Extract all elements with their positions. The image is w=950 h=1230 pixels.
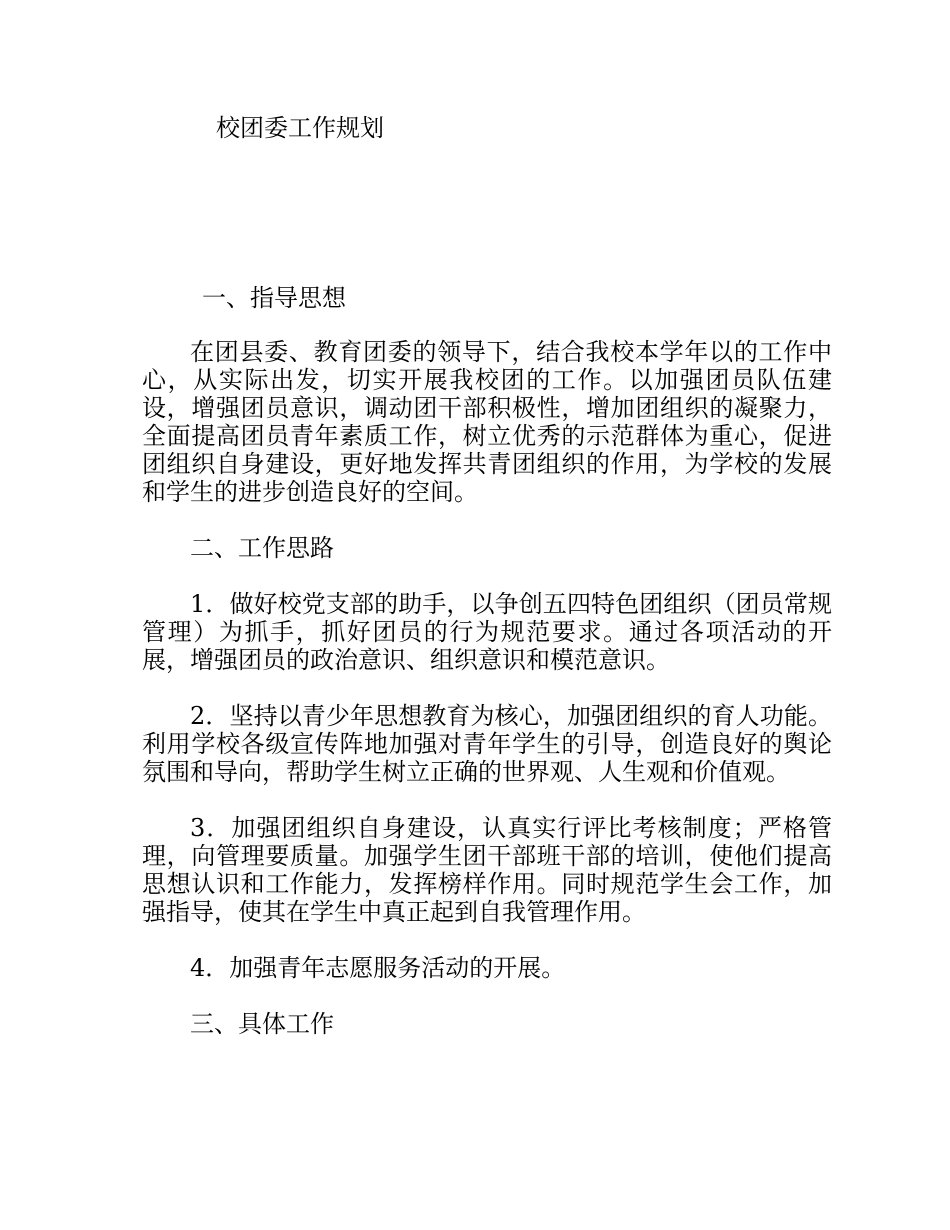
document-title: 校团委工作规划	[216, 114, 384, 142]
approach-item-3: 3．加强团组织自身建设，认真实行评比考核制度；严格管理，向管理要质量。加强学生团干部班干部的培训，使他们提高思想认识和工作能力，发挥榜样作用。同时规范学生会工作，加强指导，使其在学生中真正起到自我管理作用。	[142, 814, 832, 926]
section-heading-approach: 二、工作思路	[190, 534, 334, 562]
guiding-paragraph: 在团县委、教育团委的领导下，结合我校本学年以的工作中心，从实际出发，切实开展我校团的工作。以加强团员队伍建设，增强团员意识，调动团干部积极性，增加团组织的凝聚力，全面提高团员青年素质工作，树立优秀的示范群体为重心，促进团组织自身建设，更好地发挥共青团组织的作用，为学校的发展和学生的进步创造良好的空间。	[142, 338, 832, 506]
section-heading-tasks: 三、具体工作	[190, 1010, 334, 1038]
section-heading-guiding: 一、指导思想	[202, 284, 346, 312]
approach-item-2: 2．坚持以青少年思想教育为核心，加强团组织的育人功能。利用学校各级宣传阵地加强对青年学生的引导，创造良好的舆论氛围和导向，帮助学生树立正确的世界观、人生观和价值观。	[142, 702, 832, 786]
document-body	[142, 338, 832, 1066]
approach-item-4: 4．加强青年志愿服务活动的开展。	[190, 954, 566, 982]
approach-item-1: 1．做好校党支部的助手，以争创五四特色团组织（团员常规管理）为抓手，抓好团员的行为规范要求。通过各项活动的开展，增强团员的政治意识、组织意识和模范意识。	[142, 590, 832, 674]
